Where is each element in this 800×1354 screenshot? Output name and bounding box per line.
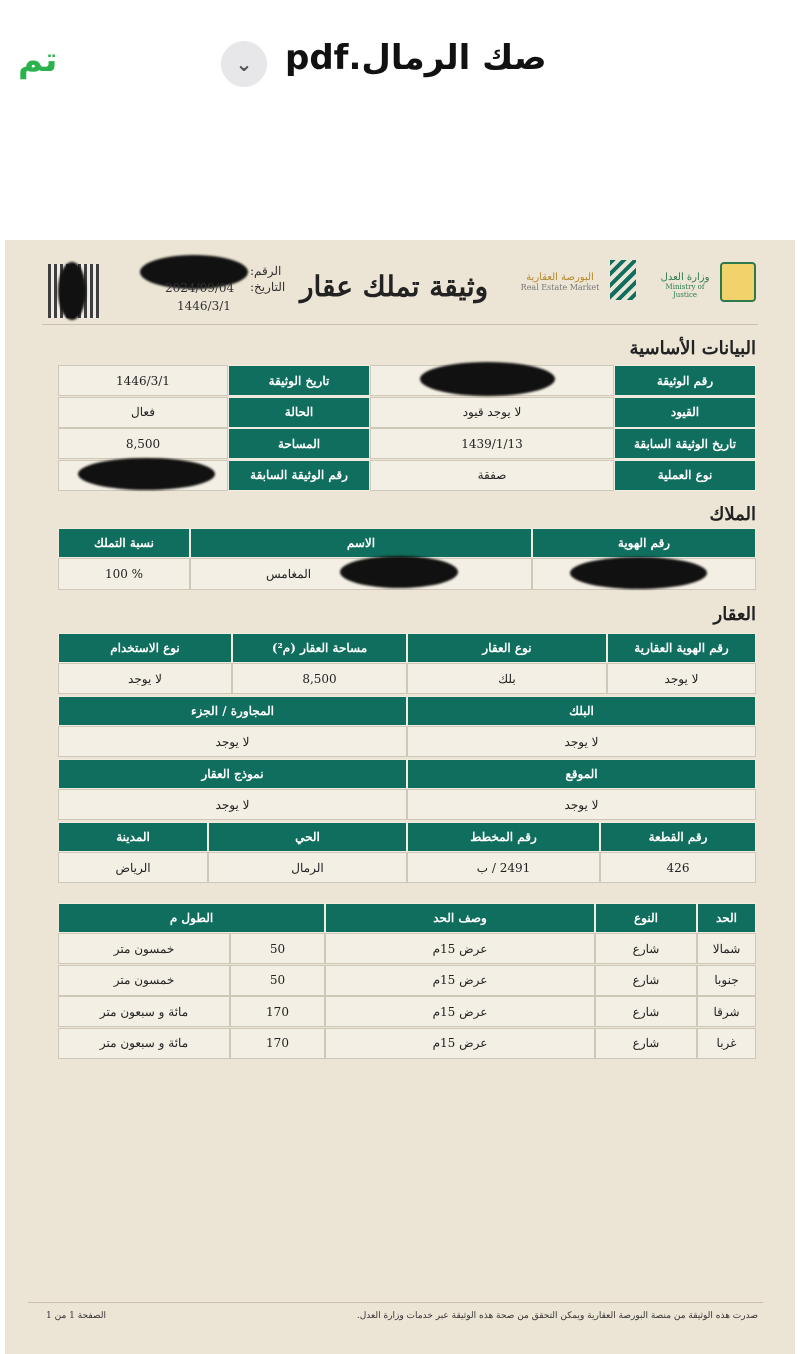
chevron-down-icon[interactable]: ⌄ xyxy=(221,41,267,87)
bounds-cell: شارع xyxy=(595,933,697,964)
bounds-cell: شارع xyxy=(595,965,697,996)
moj-logo-ar: وزارة العدل xyxy=(660,272,710,283)
property-header: نوع العقار xyxy=(407,633,607,663)
footer-divider xyxy=(28,1302,763,1303)
property-header: رقم المخطط xyxy=(407,822,600,852)
bounds-cell: 170 xyxy=(230,1028,325,1059)
property-cell: لا يوجد xyxy=(607,663,756,694)
property-cell: لا يوجد xyxy=(58,663,232,694)
document-title: وثيقة تملك عقار xyxy=(300,270,489,303)
property-heading: العقار xyxy=(713,604,756,625)
bounds-header: الحد xyxy=(697,903,756,933)
basic-label: الحالة xyxy=(228,397,370,428)
market-emblem-icon xyxy=(610,260,636,300)
property-cell: لا يوجد xyxy=(407,789,756,820)
basic-label: تاريخ الوثيقة السابقة xyxy=(614,428,756,459)
basic-value: صفقة xyxy=(370,460,614,491)
property-cell: الرياض xyxy=(58,852,208,883)
owners-cell: المغامس xyxy=(190,558,532,590)
bounds-cell: خمسون متر xyxy=(58,965,230,996)
redaction xyxy=(570,557,707,589)
property-cell: لا يوجد xyxy=(58,726,407,757)
owners-heading: الملاك xyxy=(709,504,756,525)
property-cell: بلك xyxy=(407,663,607,694)
bounds-cell: شمالا xyxy=(697,933,756,964)
property-header: الحي xyxy=(208,822,407,852)
owners-header: رقم الهوية xyxy=(532,528,756,558)
property-header: الموقع xyxy=(407,759,756,789)
basic-data-heading: البيانات الأساسية xyxy=(629,338,756,359)
property-cell: 2491 / ب xyxy=(407,852,600,883)
property-header: المدينة xyxy=(58,822,208,852)
property-cell: 8,500 xyxy=(232,663,407,694)
redaction xyxy=(58,262,86,320)
basic-label: المساحة xyxy=(228,428,370,459)
owners-cell: % 100 xyxy=(58,558,190,590)
market-logo-ar: البورصة العقارية xyxy=(526,272,594,283)
divider xyxy=(42,324,758,325)
bounds-cell: خمسون متر xyxy=(58,933,230,964)
redaction xyxy=(420,362,555,396)
market-logo xyxy=(515,272,605,292)
bounds-cell: عرض 15م xyxy=(325,996,595,1027)
property-header: نوع الاستخدام xyxy=(58,633,232,663)
moj-logo-en: Ministry of Justice xyxy=(665,283,705,299)
basic-value: فعال xyxy=(58,397,228,428)
bounds-header: الطول م xyxy=(58,903,325,933)
bounds-cell: شرقا xyxy=(697,996,756,1027)
bounds-cell: عرض 15م xyxy=(325,965,595,996)
bounds-cell: 50 xyxy=(230,965,325,996)
property-cell: 426 xyxy=(600,852,756,883)
page-number: الصفحة 1 من 1 xyxy=(46,1311,106,1321)
bounds-cell: مائة و سبعون متر xyxy=(58,1028,230,1059)
emblem-icon xyxy=(720,262,756,302)
market-logo-en: Real Estate Market xyxy=(520,283,600,292)
property-header: البلك xyxy=(407,696,756,726)
property-cell: لا يوجد xyxy=(407,726,756,757)
basic-value: لا يوجد قيود xyxy=(370,397,614,428)
number-label: الرقم: xyxy=(250,264,282,278)
bounds-header: النوع xyxy=(595,903,697,933)
footer-note: صدرت هذه الوثيقة من منصة البورصة العقارية ويمكن التحقق من صحة هذه الوثيقة عبر خدمات وزارة العدل. xyxy=(356,1311,758,1321)
property-header: المجاورة / الجزء xyxy=(58,696,407,726)
bounds-cell: جنوبا xyxy=(697,965,756,996)
property-header: مساحة العقار (م²) xyxy=(232,633,407,663)
property-cell: لا يوجد xyxy=(58,789,407,820)
bounds-cell: غربا xyxy=(697,1028,756,1059)
moj-logo xyxy=(655,272,715,299)
basic-label: نوع العملية xyxy=(614,460,756,491)
bounds-cell: عرض 15م xyxy=(325,933,595,964)
basic-value: 8,500 xyxy=(58,428,228,459)
property-header: نموذج العقار xyxy=(58,759,407,789)
date-label: التاريخ: xyxy=(250,280,286,294)
done-button[interactable]: تم xyxy=(18,40,58,80)
basic-label: القيود xyxy=(614,397,756,428)
file-title: صك الرمال.pdf xyxy=(285,38,547,78)
basic-label: رقم الوثيقة السابقة xyxy=(228,460,370,491)
basic-label: تاريخ الوثيقة xyxy=(228,365,370,396)
bounds-header: وصف الحد xyxy=(325,903,595,933)
viewer-header xyxy=(0,0,800,200)
bounds-cell: 50 xyxy=(230,933,325,964)
property-cell: الرمال xyxy=(208,852,407,883)
bounds-cell: شارع xyxy=(595,996,697,1027)
owners-header: نسبة التملك xyxy=(58,528,190,558)
redaction xyxy=(78,458,215,490)
bounds-cell: عرض 15م xyxy=(325,1028,595,1059)
basic-label: رقم الوثيقة xyxy=(614,365,756,396)
basic-value: 1446/3/1 xyxy=(58,365,228,396)
basic-value: 1439/1/13 xyxy=(370,428,614,459)
date-hijri: 1446/3/1 xyxy=(177,299,231,313)
property-header: رقم الهوية العقارية xyxy=(607,633,756,663)
property-header: رقم القطعة xyxy=(600,822,756,852)
date-gregorian: 2024/09/04 xyxy=(165,281,235,295)
bounds-cell: شارع xyxy=(595,1028,697,1059)
owners-header: الاسم xyxy=(190,528,532,558)
bounds-cell: مائة و سبعون متر xyxy=(58,996,230,1027)
bounds-cell: 170 xyxy=(230,996,325,1027)
redaction xyxy=(340,556,458,588)
